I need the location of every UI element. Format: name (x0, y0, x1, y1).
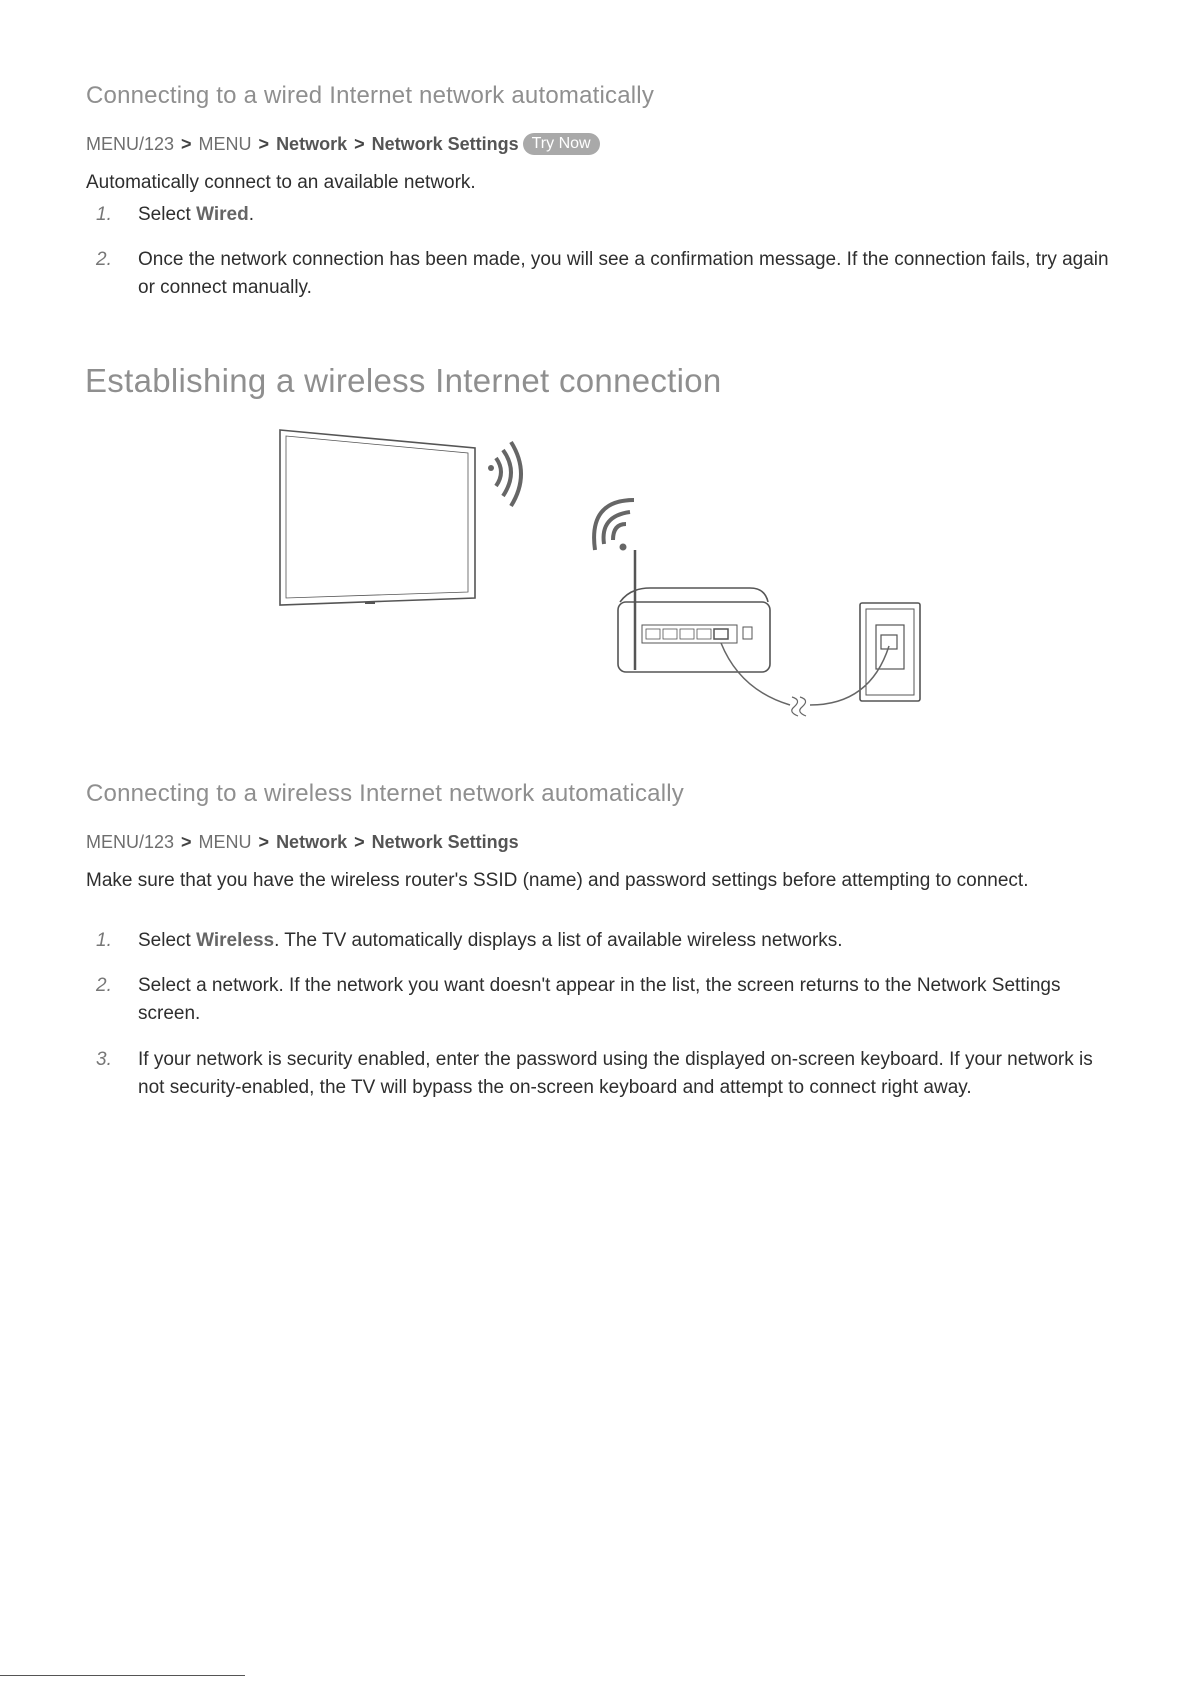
footer-rule (0, 1675, 245, 1676)
wireless-connection-illustration (270, 420, 950, 735)
path-item-network: Network (276, 133, 348, 154)
chevron-right-icon: > (258, 133, 270, 154)
menu-path-wireless (86, 832, 519, 853)
list-item (86, 201, 1136, 229)
wifi-signal-icon (488, 442, 521, 506)
tv-icon (280, 430, 475, 605)
path-item-network-settings: Network Settings (371, 832, 519, 852)
list-item (86, 246, 1136, 302)
chevron-right-icon: > (258, 832, 270, 852)
section-heading-wireless: Connecting to a wireless Internet network automatically (86, 780, 684, 807)
step-text: Once the network connection has been made, you will see a confirmation message. If the connection fails, try again or connect manually. (138, 249, 1109, 298)
list-item (86, 927, 1136, 955)
option-wired: Wired (196, 204, 249, 225)
chevron-right-icon: > (181, 832, 192, 852)
step-text: Select a network. If the network you want doesn't appear in the list, the screen returns to the Network Settings screen. (138, 975, 1061, 1024)
wifi-signal-icon (594, 500, 634, 551)
path-item-network: Network (276, 832, 348, 852)
step-text: If your network is security enabled, enter the password using the displayed on-screen keyboard. If your network is not security-enabled, the TV will bypass the on-screen keyboard and attempt to connect right away. (138, 1049, 1093, 1098)
path-item-network-settings: Network Settings (371, 133, 519, 154)
path-item-menu: MENU (198, 133, 252, 154)
intro-text-wireless: Make sure that you have the wireless router's SSID (name) and password settings before attempting to connect. (86, 870, 1029, 891)
intro-text-wired: Automatically connect to an available network. (86, 172, 476, 193)
list-item (86, 1046, 1136, 1102)
step-text: Select Wired. (138, 204, 254, 225)
step-number: 3. (96, 1049, 112, 1070)
chevron-right-icon: > (354, 133, 365, 154)
path-item-menu123: MENU/123 (86, 832, 175, 852)
path-item-menu: MENU (198, 832, 252, 852)
step-number: 1. (96, 930, 112, 951)
router-icon (618, 550, 770, 672)
step-number: 1. (96, 204, 112, 225)
list-item (86, 972, 1136, 1028)
menu-path-wired (86, 133, 600, 155)
option-wireless: Wireless (196, 930, 275, 951)
step-number: 2. (96, 249, 112, 270)
section-heading-wired: Connecting to a wired Internet network automatically (86, 82, 655, 109)
chevron-right-icon: > (181, 133, 192, 154)
section-heading-wireless-connection: Establishing a wireless Internet connection (85, 362, 722, 399)
wall-socket-icon (860, 603, 920, 701)
ethernet-cable-icon (721, 643, 889, 716)
path-item-menu123: MENU/123 (86, 133, 175, 154)
try-now-button[interactable]: Try Now (523, 133, 600, 155)
chevron-right-icon: > (354, 832, 365, 852)
step-text: Select Wireless. The TV automatically displays a list of available wireless networks. (138, 930, 843, 951)
step-number: 2. (96, 975, 112, 996)
